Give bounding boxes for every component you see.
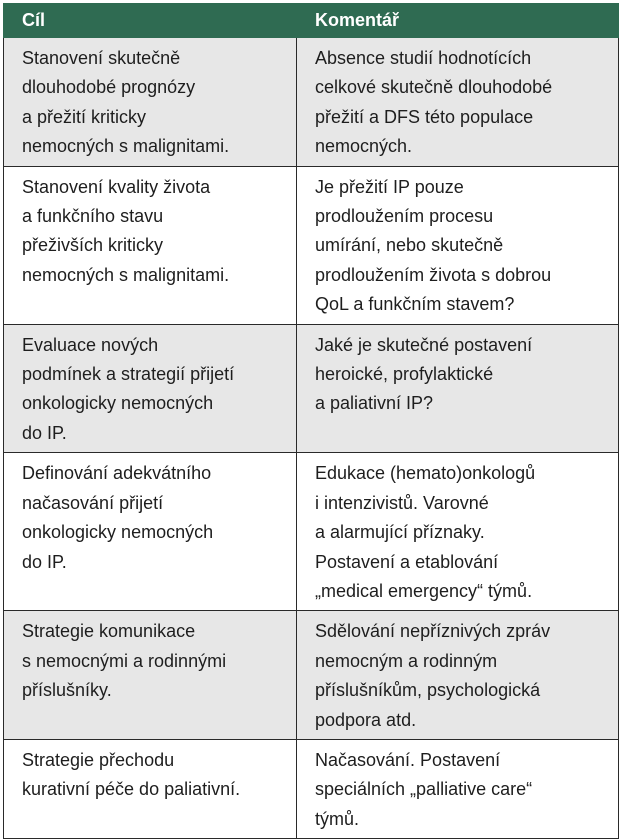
table-row — [4, 166, 619, 324]
cell-line: kurativní péče do paliativní. — [22, 779, 241, 800]
goal-cell — [4, 611, 297, 740]
table-row — [4, 739, 619, 838]
cell-line: QoL a funkčním stavem? — [315, 294, 515, 315]
cell-line: načasování přijetí — [22, 492, 164, 513]
cell-line: Definování adekvátního — [22, 463, 212, 484]
cell-line: s nemocnými a rodinnými — [22, 650, 227, 671]
goal-cell — [4, 38, 297, 167]
cell-line: umírání, nebo skutečně — [315, 235, 504, 256]
header-comment: Komentář — [297, 4, 619, 38]
cell-line: nemocných. — [315, 136, 413, 157]
goal-cell — [4, 453, 297, 611]
cell-line: prodloužením procesu — [315, 206, 494, 227]
cell-line: Načasování. Postavení — [315, 749, 501, 770]
cell-line: nemocných s malignitami. — [22, 264, 230, 285]
comment-cell — [297, 38, 619, 167]
cell-line: a alarmující příznaky. — [315, 522, 485, 543]
header-goal: Cíl — [4, 4, 297, 38]
cell-line: Jaké je skutečné postavení — [315, 334, 533, 355]
goal-cell — [4, 324, 297, 453]
cell-line: Sdělování nepříznivých zpráv — [315, 621, 551, 642]
table-row — [4, 611, 619, 740]
cell-line: i intenzivistů. Varovné — [315, 492, 489, 513]
cell-line: celkové skutečně dlouhodobé — [315, 77, 553, 98]
table-row — [4, 38, 619, 167]
cell-line: Stanovení kvality života — [22, 176, 211, 197]
cell-line: Strategie komunikace — [22, 621, 196, 642]
cell-line: a funkčního stavu — [22, 206, 164, 227]
cell-line: onkologicky nemocných — [22, 393, 214, 414]
cell-line: přežití a DFS této populace — [315, 106, 534, 127]
table-row — [4, 324, 619, 453]
goal-cell — [4, 739, 297, 838]
cell-line: týmů. — [315, 808, 360, 829]
cell-line: Evaluace nových — [22, 334, 159, 355]
comment-cell — [297, 324, 619, 453]
cell-line: Stanovení skutečně — [22, 48, 181, 68]
cell-line: speciálních „palliative care“ — [315, 779, 533, 800]
cell-line: příslušníky. — [22, 680, 112, 701]
table-header — [4, 4, 619, 38]
goals-table-container — [3, 3, 618, 839]
cell-line: a přežití kriticky — [22, 106, 147, 127]
cell-line: příslušníkům, psychologická — [315, 680, 541, 701]
cell-line: nemocných s malignitami. — [22, 136, 230, 157]
cell-line: dlouhodobé prognózy — [22, 77, 196, 98]
goals-table — [3, 3, 619, 839]
cell-line: podpora atd. — [315, 709, 417, 730]
cell-line: a paliativní IP? — [315, 393, 434, 414]
cell-line: Strategie přechodu — [22, 749, 175, 770]
cell-line: do IP. — [22, 551, 67, 572]
cell-line: do IP. — [22, 422, 67, 443]
comment-cell — [297, 453, 619, 611]
table-body — [4, 38, 619, 839]
cell-line: Absence studií hodnotících — [315, 48, 532, 68]
cell-line: Je přežití IP pouze — [315, 176, 464, 197]
comment-cell — [297, 166, 619, 324]
header-row — [4, 4, 619, 38]
comment-cell — [297, 739, 619, 838]
cell-line: přeživších kriticky — [22, 235, 164, 256]
cell-line: onkologicky nemocných — [22, 522, 214, 543]
comment-cell — [297, 611, 619, 740]
table-row — [4, 453, 619, 611]
cell-line: heroické, profylaktické — [315, 364, 494, 385]
cell-line: Postavení a etablování — [315, 551, 499, 572]
cell-line: nemocným a rodinným — [315, 650, 498, 671]
goal-cell — [4, 166, 297, 324]
cell-line: Edukace (hemato)onkologů — [315, 463, 536, 484]
cell-line: podmínek a strategií přijetí — [22, 364, 235, 385]
cell-line: prodloužením života s dobrou — [315, 264, 552, 285]
cell-line: „medical emergency“ týmů. — [315, 580, 533, 601]
